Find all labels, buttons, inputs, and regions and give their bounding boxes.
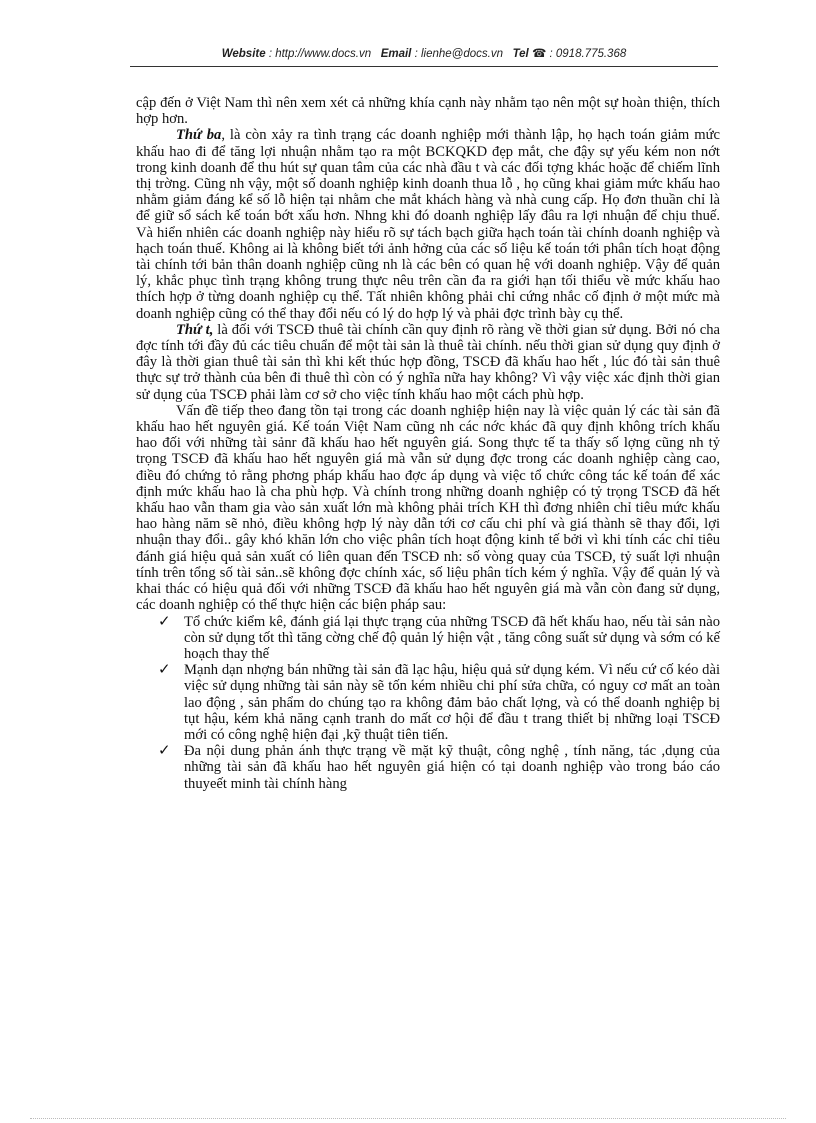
paragraph-2-lead: Thứ ba (176, 127, 222, 144)
paragraph-3 (136, 322, 720, 403)
paragraph-3-lead: Thứ t, (176, 321, 214, 338)
paragraph-2 (136, 127, 720, 321)
header-divider (130, 66, 718, 67)
footer-divider (30, 1118, 786, 1119)
paragraph-2-text: , là còn xảy ra tình trạng các doanh nghiệp mới thành lập, họ hạch toán giảm mức khấu hao đi để tăng lợi nhuận nhằm tạo ra một BCKQKD đẹp mắt, che đậy sự yếu kém non nớt trong kinh doanh để thu hút sự quan tâm của các nhà đầu t và các đối tợng khác hoặc để chiếm lĩnh thị trờng. Cũng nh vậy, một số doanh nghiệp kinh doanh thua lỗ , họ cũng khai giảm mức khấu hao nhằm giảm đáng kể số lỗ hiện tại nhằm che mắt khách hàng và nhà cung cấp. Họ đơn thuần chỉ là để giữ sổ sách kế toán bớt xấu hơn. Nhng khi đó doanh nghiệp lấy đâu ra lợi nhuận để chịu thuế. Và hiển nhiên các doanh nghiệp này hiểu rõ sự tách bạch giữa hạch toán tài chính doanh nghiệp và hạch toán thuế. Không ai là không biết tới ảnh hởng của các số liệu kế toán tới phân tích hoạt động tài chính tới bản thân doanh nghiệp cũng nh là các bên có quan hệ với doanh nghiệp. Vậy để quản lý, khắc phục tình trạng không trung thực nêu trên cần đa ra giới hạn tối thiểu về mức khấu hao thích hợp ở từng doanh nghiệp cụ thể. Tất nhiên không phải chỉ cứng nhắc cố định ở một mức mà doanh nghiệp cũng có thể thay đổi nếu có lý do hợp lý và phải đợc trình bày cụ thể. (136, 127, 720, 322)
paragraph-1: cập đến ở Việt Nam thì nên xem xét cả những khía cạnh này nhằm tạo nên một sự hoàn thiện, thích hợp hơn. (136, 95, 720, 128)
document-body (136, 95, 720, 792)
checkmark-icon: ✓ (158, 611, 171, 630)
paragraph-4: Vấn đề tiếp theo đang tồn tại trong các doanh nghiệp hiện nay là việc quản lý các tài sản đã khấu hao hết nguyên giá. Kế toán Việt Nam cũng nh các nớc khác đã quy định không trích khấu hao đối với những tài sảnr đã khấu hao hết nguyên giá. Song thực tế ta thấy số lợng cũng nh tỷ trọng TSCĐ đã khấu hao hết nguyên giá mà vẫn sử dụng đợc trong các doanh nghiệp càng cao, điều đó chứng tỏ rằng phơng pháp khấu hao đợc áp dụng và việc tổ chức công tác kế toán để xác định mức khấu hao là cha phù hợp. Và chính trong những doanh nghiệp có tỷ trọng TSCĐ đã hết khấu hao vẫn tham gia vào sản xuất lớn mà không phải trích KH thì đơng nhiên chỉ tiêu mức khấu hao hàng năm sẽ nhỏ, điều không hợp lý này dẫn tới cơ cấu chi phí và giá thành sẽ thay đổi, lợi nhuận thay đổi.. gây khó khăn lớn cho việc phân tích hoạt động kinh tế bởi vì khi tính các chỉ tiêu đánh giá hiệu quả sản xuất có liên quan đến TSCĐ nh: số vòng quay của TSCĐ, tỷ suất lợi nhuận tính trên tổng số tài sản..sẽ không đợc chính xác, số liệu phân tích kém ý nghĩa. Vậy để quản lý và khai thác có hiệu quả đối với những TSCĐ đã khấu hao hết nguyên giá mà vẫn còn đang sử dụng, các doanh nghiệp có thể thực hiện các biện pháp sau: (136, 402, 720, 614)
website-value: : http://www.docs.vn (268, 48, 372, 60)
website-label: Website (221, 48, 266, 60)
list-item-text: Tổ chức kiểm kê, đánh giá lại thực trạng của những TSCĐ đã hết khấu hao, nếu tài sản nào còn sử dụng tốt thì tăng cờng chế độ quản lý hiện vật , tăng công suất sử dụng và sớm có kế hoạch thay thế (184, 613, 720, 662)
list-item (136, 743, 720, 792)
list-item (136, 662, 720, 743)
list-item-text: Mạnh dạn nhợng bán những tài sản đã lạc hậu, hiệu quả sử dụng kém. Vì nếu cứ cố kéo dài việc sử dụng những tài sản này sẽ tốn kém nhiều chi phí sửa chữa, có nguy cơ mất an toàn lao động , sản phẩm do chúng tạo ra không đảm bảo chất lợng, và có thể doanh nghiệp bị tụt hậu, kém khả năng cạnh tranh do mất cơ hội để đầu t trang thiết bị những loại TSCĐ mới có công nghệ hiện đại ,kỹ thuật tiên tiến. (184, 662, 720, 743)
tel-label: Tel (512, 48, 529, 60)
email-value: : lienhe@docs.vn (414, 48, 503, 60)
paragraph-3-text: là đối với TSCĐ thuê tài chính cần quy định rõ ràng về thời gian sử dụng. Bởi nó cha đợc tính tới đầy đủ các tiêu chuẩn để một tài sản là thuê tài chính. nếu thời gian sử dụng quy định ở đây là thời gian thuê tài sản thì khi kết thúc hợp đồng, TSCĐ đã khấu hao hết , lúc đó tài sản thuê thực sự trở thành của bên đi thuê thì còn có ý nghĩa nữa hay không? Vì vậy việc xác định thời gian sử dụng của TSCĐ phải làm cơ sở cho việc tính khấu hao một cách phù hợp. (136, 321, 720, 403)
phone-icon: ☎ (531, 46, 547, 60)
checkmark-icon: ✓ (158, 741, 171, 760)
checkmark-icon: ✓ (158, 660, 171, 679)
tel-value: : 0918.775.368 (549, 48, 627, 60)
measures-list (136, 611, 720, 792)
list-item-text: Đa nội dung phản ánh thực trạng về mặt kỹ thuật, công nghệ , tính năng, tác ,dụng của những tài sản đã khấu hao hết nguyên giá hiện có tại doanh nghiệp vào trong báo cáo thuyeết minh tài chính hàng (184, 743, 720, 792)
email-label: Email (380, 48, 412, 60)
list-item (136, 611, 720, 663)
page-header (130, 46, 718, 60)
